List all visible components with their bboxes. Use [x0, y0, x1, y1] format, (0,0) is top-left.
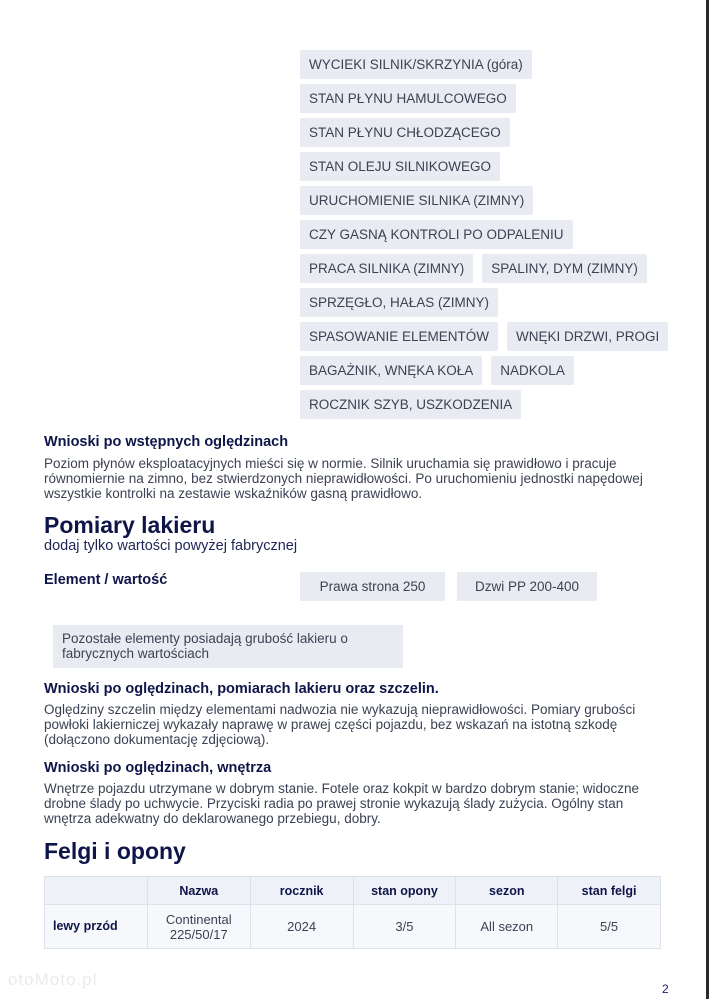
checklist-tag: WYCIEKI SILNIK/SKRZYNIA (góra): [300, 50, 532, 79]
column-header: [45, 877, 148, 905]
tires-title: Felgi i opony: [44, 838, 186, 864]
tag-row: [300, 50, 680, 79]
tag-row: [300, 356, 680, 385]
table-cell: 3/5: [353, 905, 456, 949]
checklist-tag: STAN PŁYNU HAMULCOWEGO: [300, 84, 516, 113]
gaps-conclusion-heading: Wnioski po oględzinach, pomiarach lakieru oraz szczelin.: [44, 681, 439, 697]
table-row: [45, 905, 661, 949]
paint-note: Pozostałe elementy posiadają grubość lakieru o fabrycznych wartościach: [53, 625, 403, 668]
checklist-tag: STAN OLEJU SILNIKOWEGO: [300, 152, 500, 181]
watermark: otoMoto.pl: [8, 970, 98, 989]
tires-table: [44, 876, 661, 949]
element-value-label: Element / wartość: [44, 572, 168, 588]
checklist-tag: STAN PŁYNU CHŁODZĄCEGO: [300, 118, 510, 147]
page-number: 2: [662, 982, 669, 996]
column-header: stan opony: [353, 877, 456, 905]
table-header-row: [45, 877, 661, 905]
checklist-tag: NADKOLA: [491, 356, 574, 385]
checklist-tag: URUCHOMIENIE SILNIKA (ZIMNY): [300, 186, 533, 215]
table-cell: 2024: [250, 905, 353, 949]
paint-value: Prawa strona 250: [300, 572, 445, 601]
tag-row: [300, 186, 680, 215]
checklist-tag: SPALINY, DYM (ZIMNY): [482, 254, 647, 283]
tag-row: [300, 152, 680, 181]
interior-conclusion-text: Wnętrze pojazdu utrzymane w dobrym stanie. Fotele oraz kokpit w bardzo dobrym stanie; widoczne drobne ślady po uchwycie. Przyciski radia po prawej stronie wykazują ślady zużycia. Ogólny stan wnętrza adekwatny do deklarowanego przebiegu, dobry.: [44, 781, 640, 826]
checklist-tag: WNĘKI DRZWI, PROGI: [507, 322, 668, 351]
tag-row: [300, 288, 680, 317]
checklist-tag: BAGAŻNIK, WNĘKA KOŁA: [300, 356, 482, 385]
gaps-conclusion-text: Oględziny szczelin między elementami nadwozia nie wykazują nieprawidłowości. Pomiary grubości powłoki lakierniczej wykazały naprawę w prawej części pojazdu, bez wskazań na istotną szkodę (dołączono dokumentację zdjęciową).: [44, 702, 636, 747]
column-header: rocznik: [250, 877, 353, 905]
column-header: Nazwa: [147, 877, 250, 905]
tag-row: [300, 220, 680, 249]
paint-value: Dzwi PP 200-400: [457, 572, 597, 601]
table-cell: All sezon: [456, 905, 558, 949]
tag-row: [300, 254, 680, 283]
initial-inspection-text: Poziom płynów eksploatacyjnych mieści się w normie. Silnik uruchamia się prawidłowo i pracuje równomiernie na zimno, bez stwierdzonych nieprawidłowości. Po uruchomieniu jednostki napędowej wszystkie kontrolki na zestawie wskaźników gasną prawidłowo.: [44, 456, 643, 501]
checklist-tags: [300, 50, 680, 424]
column-header: stan felgi: [558, 877, 661, 905]
paint-title: Pomiary lakieru: [44, 512, 216, 538]
checklist-tag: CZY GASNĄ KONTROLI PO ODPALENIU: [300, 220, 573, 249]
row-label: lewy przód: [45, 905, 148, 949]
tag-row: [300, 322, 680, 351]
tag-row: [300, 118, 680, 147]
interior-conclusion-heading: Wnioski po oględzinach, wnętrza: [44, 760, 272, 776]
tag-row: [300, 390, 680, 419]
table-cell: Continental 225/50/17: [147, 905, 250, 949]
paint-subtitle: dodaj tylko wartości powyżej fabrycznej: [44, 538, 298, 554]
tag-row: [300, 84, 680, 113]
table-cell: 5/5: [558, 905, 661, 949]
checklist-tag: ROCZNIK SZYB, USZKODZENIA: [300, 390, 521, 419]
checklist-tag: SPRZĘGŁO, HAŁAS (ZIMNY): [300, 288, 498, 317]
column-header: sezon: [456, 877, 558, 905]
checklist-tag: PRACA SILNIKA (ZIMNY): [300, 254, 473, 283]
checklist-tag: SPASOWANIE ELEMENTÓW: [300, 322, 498, 351]
initial-inspection-heading: Wnioski po wstępnych oględzinach: [44, 434, 289, 450]
